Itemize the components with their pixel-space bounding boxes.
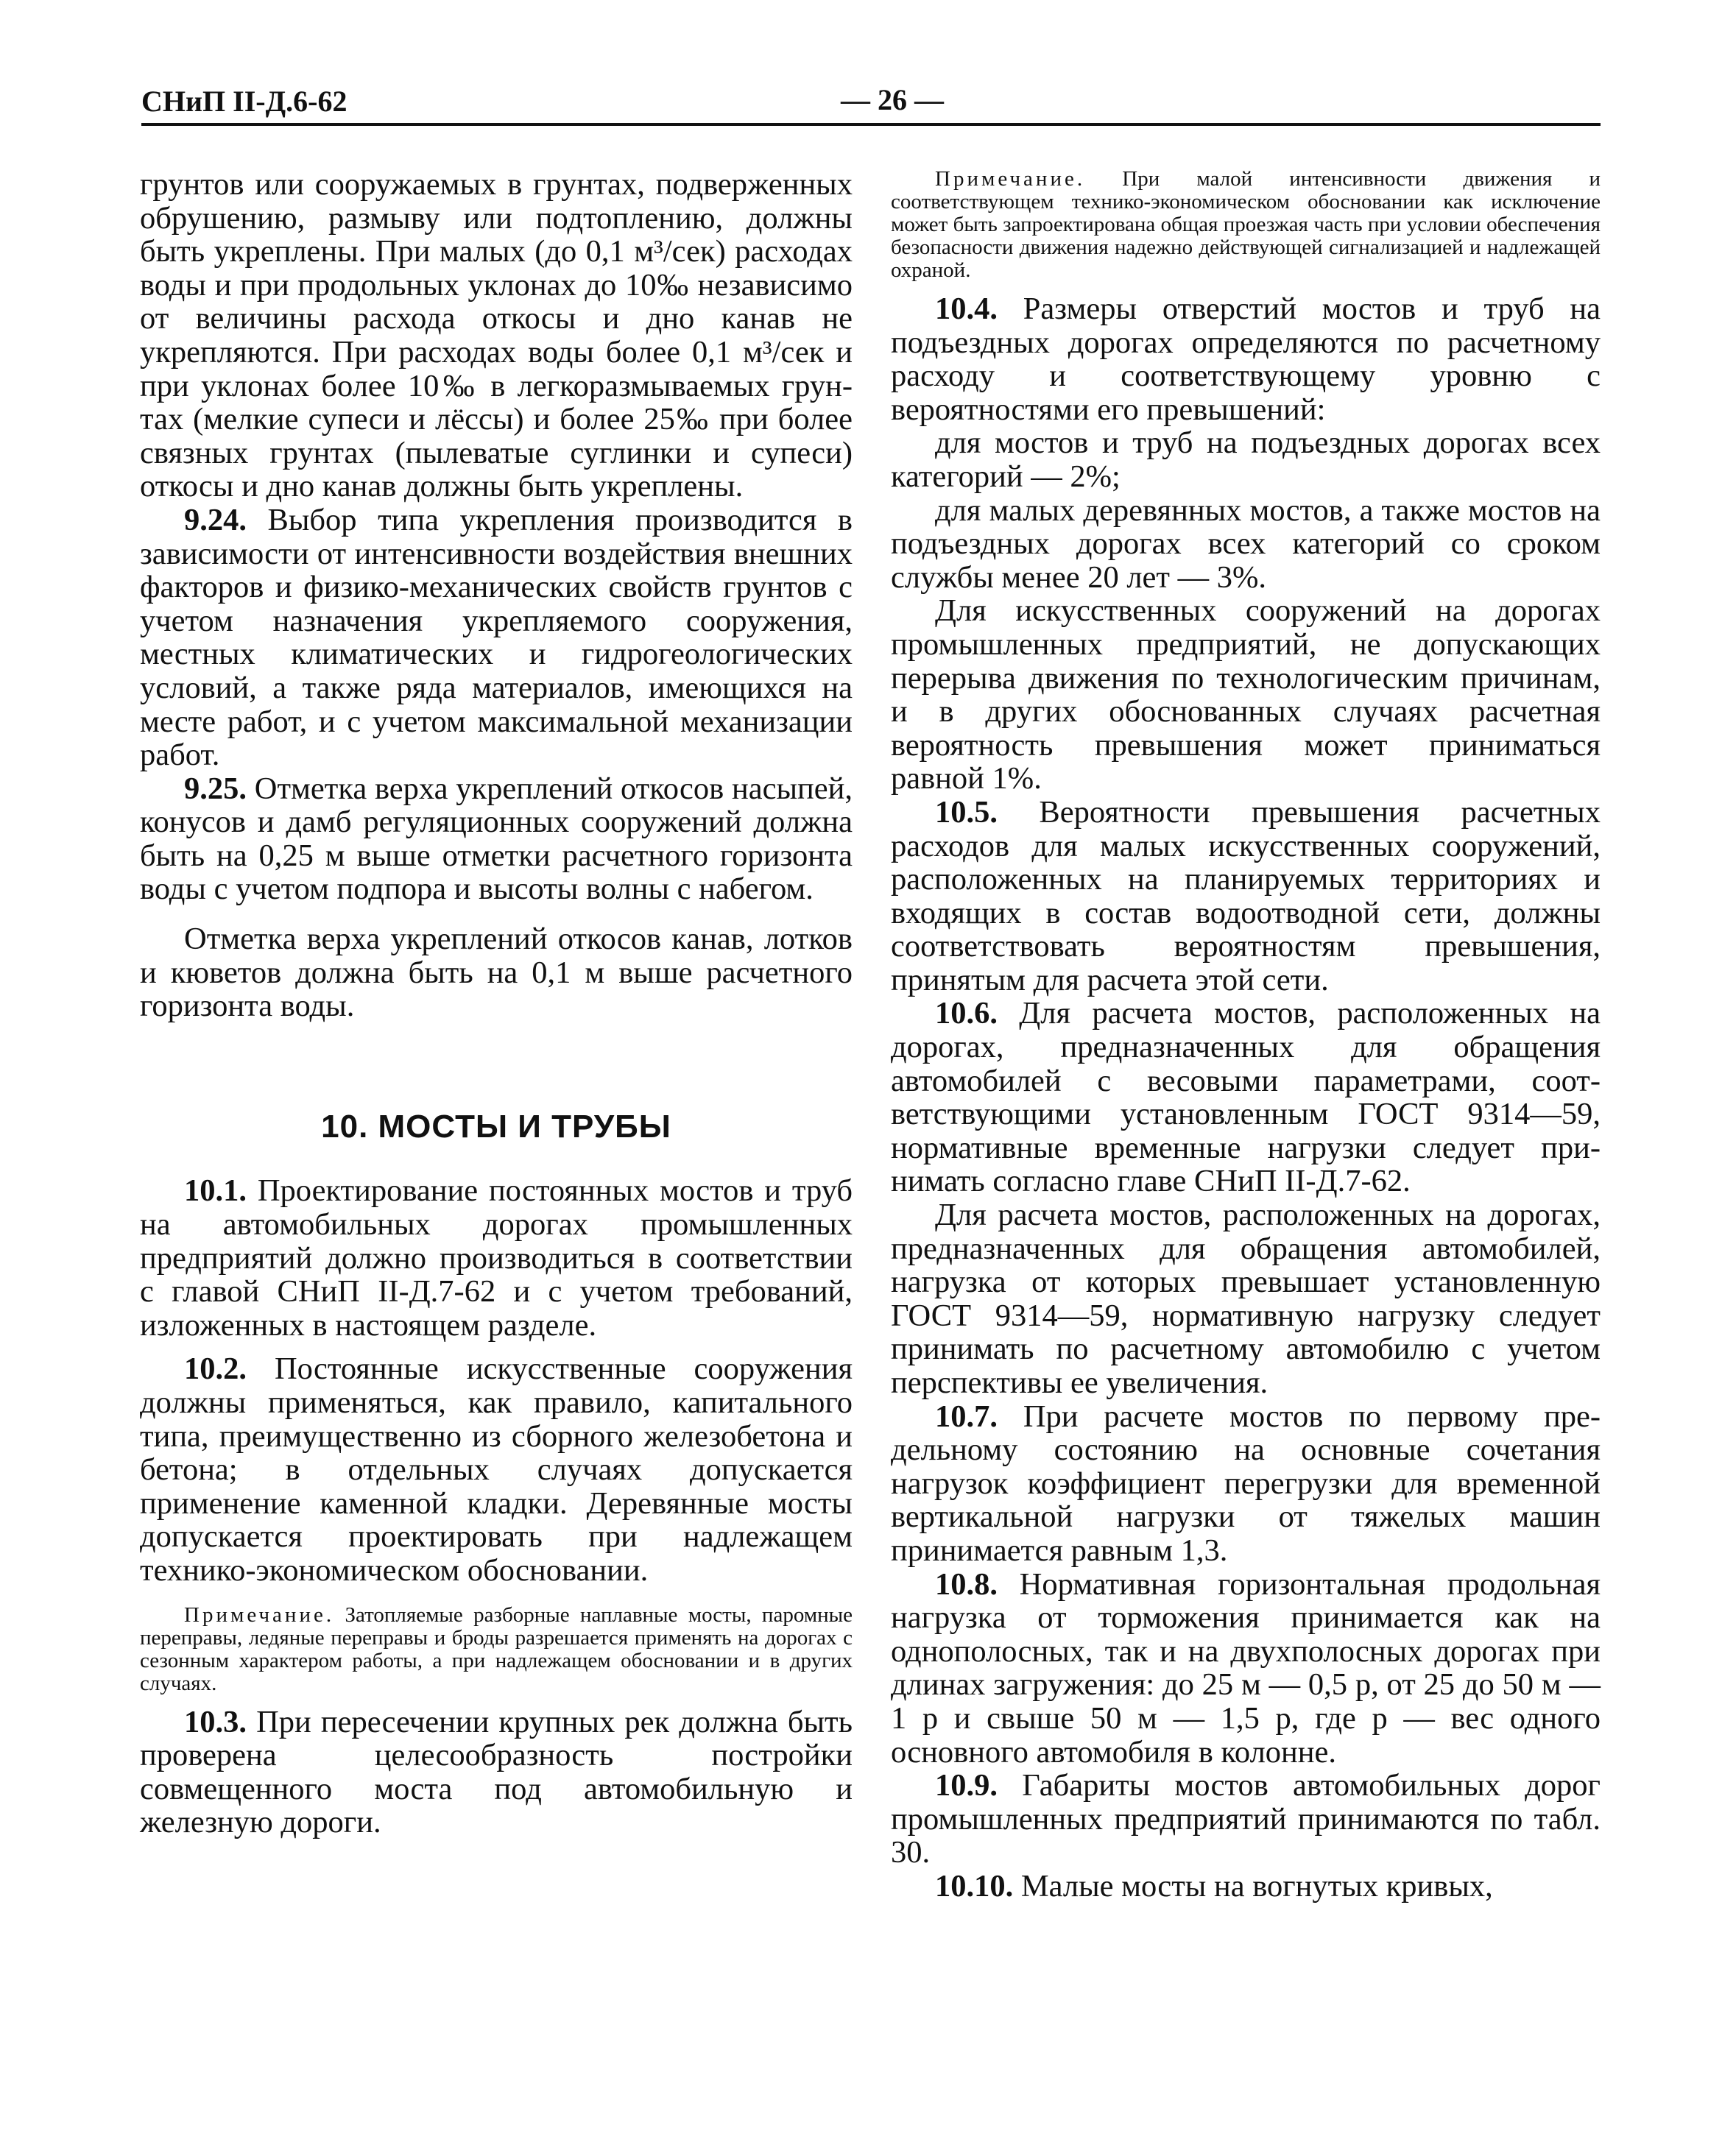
clause-number: 10.10. xyxy=(935,1868,1014,1904)
paragraph-10-4-c: Для искусственных сооружений на дорогах промышленных предприятий, не допускающих перерыва движения по технологическим причинам, и в других обоснованных случаях расчетная вероятность превышения может приниматься равной 1%. xyxy=(891,593,1601,796)
header-rule xyxy=(141,123,1601,126)
paragraph-9-23-continuation: грунтов или сооружаемых в грунтах, подверженных обрушению, размыву или подтоплению, должны быть укреплены. При малых (до 0,1 м³/сек) расходах воды и при продольных уклонах до 10‰ независимо от величины расхода откосы и дно канав не укрепляются. При расходах воды более 0,1 м³/сек и при уклонах более 10‰ в легкоразмываемых грунтах (мелкие супеси и лёссы) и более 25‰ при более связных грунтах (пылеватые суглинки и супеси) откосы и дно канав должны быть укреплены. xyxy=(140,167,853,504)
page-number: — 26 — xyxy=(841,83,944,116)
clause-number: 10.2. xyxy=(184,1351,247,1387)
paragraph-10-4 xyxy=(891,292,1601,426)
note-text: Затопляемые разборные наплавные мосты, паромные переправы, ледяные переправы и броды разрешается применять на дорогах с сезонным характером работы, а при надлежащем обосновании и в других случаях. xyxy=(140,1602,853,1695)
paragraph-10-4-a: для мостов и труб на подъездных дорогах всех категорий — 2%; xyxy=(891,425,1601,494)
paragraph-10-3 xyxy=(140,1706,853,1839)
clause-text: При пересечении крупных рек должна быть проверена целесообразность постройки совмещенного моста под автомобильную и железную дороги. xyxy=(140,1704,853,1840)
paragraph-9-25-b: Отметка верха укреплений откосов канав, лотков и кюветов должна быть на 0,1 м выше расчетного горизонта воды. xyxy=(140,922,853,1024)
clause-text: Малые мосты на вогнутых кривых, xyxy=(1013,1868,1493,1904)
clause-text: Вероятности превышения расчетных расходов для малых искусственных сооружений, расположенных на планируемых территориях и входящих в состав водоотводной сети, должны соответствовать вероятностям превышения, принятым для расчета этой сети. xyxy=(891,794,1601,997)
paragraph-10-7 xyxy=(891,1400,1601,1568)
document-code: СНиП II-Д.6-62 xyxy=(141,85,347,118)
clause-number: 9.24. xyxy=(184,502,247,537)
paragraph-10-10 xyxy=(891,1870,1601,1904)
section-title: 10. МОСТЫ И ТРУБЫ xyxy=(321,1108,671,1145)
note-10-3 xyxy=(891,168,1601,282)
clause-number: 10.6. xyxy=(935,996,998,1031)
clause-number: 10.7. xyxy=(935,1399,998,1434)
clause-text: При расчете мостов по первому предельному состоянию на основные сочетания нагрузок коэффициент перегрузки для временной вертикальной нагрузки от тяжелых машин принимается равным 1,3. xyxy=(891,1399,1601,1568)
note-10-2 xyxy=(140,1604,853,1695)
note-label: Примечание. xyxy=(935,167,1086,191)
clause-number: 10.4. xyxy=(935,291,998,326)
paragraph-10-6 xyxy=(891,997,1601,1198)
right-column xyxy=(891,168,1601,1904)
paragraph-10-5 xyxy=(891,796,1601,997)
paragraph-10-2 xyxy=(140,1352,853,1587)
clause-number: 10.8. xyxy=(935,1566,998,1602)
paragraph-10-4-b: для малых деревянных мостов, а также мостов на подъездных дорогах всех категорий со сроком службы менее 20 лет — 3%. xyxy=(891,492,1601,595)
paragraph-9-25 xyxy=(140,772,853,906)
clause-number: 10.5. xyxy=(935,794,998,830)
clause-number: 9.25. xyxy=(184,771,247,806)
clause-number: 10.3. xyxy=(184,1704,247,1739)
clause-number: 10.9. xyxy=(935,1768,998,1803)
clause-text: Отметка верха укреплений откосов насыпей, конусов и дамб регуляционных сооружений должна быть на 0,25 м выше отметки расчетного горизонта воды с учетом подпора и высоты волны с набегом. xyxy=(140,771,853,907)
clause-text: Проектирование постоянных мостов и труб на автомобильных дорогах промышленных предприятий должно производиться в соответствии с главой СНиП II-Д.7-62 и с учетом требований, изложенных в настоящем разделе. xyxy=(140,1173,853,1343)
clause-text: Нормативная горизонтальная продольная нагрузка от торможения принимается как на однополосных, так и на двухполосных дорогах при длинах загружения: до 25 м — 0,5 p, от 25 до 50 м — 1 p и свыше 50 м — 1,5 p, где p — вес одного основного автомобиля в колонне. xyxy=(891,1566,1601,1770)
clause-text: Постоянные искусственные сооружения должны применяться, как правило, капитального типа, преимущественно из сборного железобетона и бетона; в отдельных случаях допускается применение каменной кладки. Деревянные мосты допускается проектировать при надлежащем технико-экономическом обосновании. xyxy=(140,1351,853,1588)
paragraph-10-1 xyxy=(140,1174,853,1342)
left-column xyxy=(140,168,853,1839)
clause-number: 10.1. xyxy=(184,1173,247,1209)
note-text: При малой интенсивности движения и соответствующем технико-экономическом обосновании как исключение может быть запроектирована общая проезжая часть при условии обеспечения безопасности движения надежно действующей сигнализацией и надлежащей охраной. xyxy=(891,167,1601,282)
paragraph-10-9 xyxy=(891,1769,1601,1870)
paragraph-9-24 xyxy=(140,503,853,772)
clause-text: Размеры отверстий мостов и труб на подъездных дорогах определяются по расчетному расходу и соответствующему уровню с вероятностями его превышений: xyxy=(891,291,1601,427)
note-label: Примечание. xyxy=(184,1602,335,1627)
page-header xyxy=(141,79,1599,125)
paragraph-10-8 xyxy=(891,1568,1601,1770)
clause-text: Для расчета мостов, расположенных на дорогах, предназначенных для обращения автомобилей с весовыми параметрами, соответствующими установленным ГОСТ 9314—59, нормативные временные нагрузки следует принимать согласно главе СНиП II-Д.7-62. xyxy=(891,996,1601,1199)
clause-text: Выбор типа укрепления производится в зависимости от интенсивности воздействия внешних факторов и физико-механических свойств грунтов с учетом назначения укрепляемого сооружения, местных климатических и гидрогеологических условий, а также ряда материалов, имеющихся на месте работ, и с учетом максимальной механизации работ. xyxy=(140,502,853,773)
clause-text: Габариты мостов автомобильных дорог промышленных предприятий принимаются по табл. 30. xyxy=(891,1768,1601,1870)
paragraph-10-6-b: Для расчета мостов, расположенных на дорогах, предназначенных для обращения автомобилей, нагрузка от которых превышает установленную ГОСТ 9314—59, нормативную нагрузку следует принимать по расчетному автомобилю с учетом перспективы ее увеличения. xyxy=(891,1198,1601,1400)
